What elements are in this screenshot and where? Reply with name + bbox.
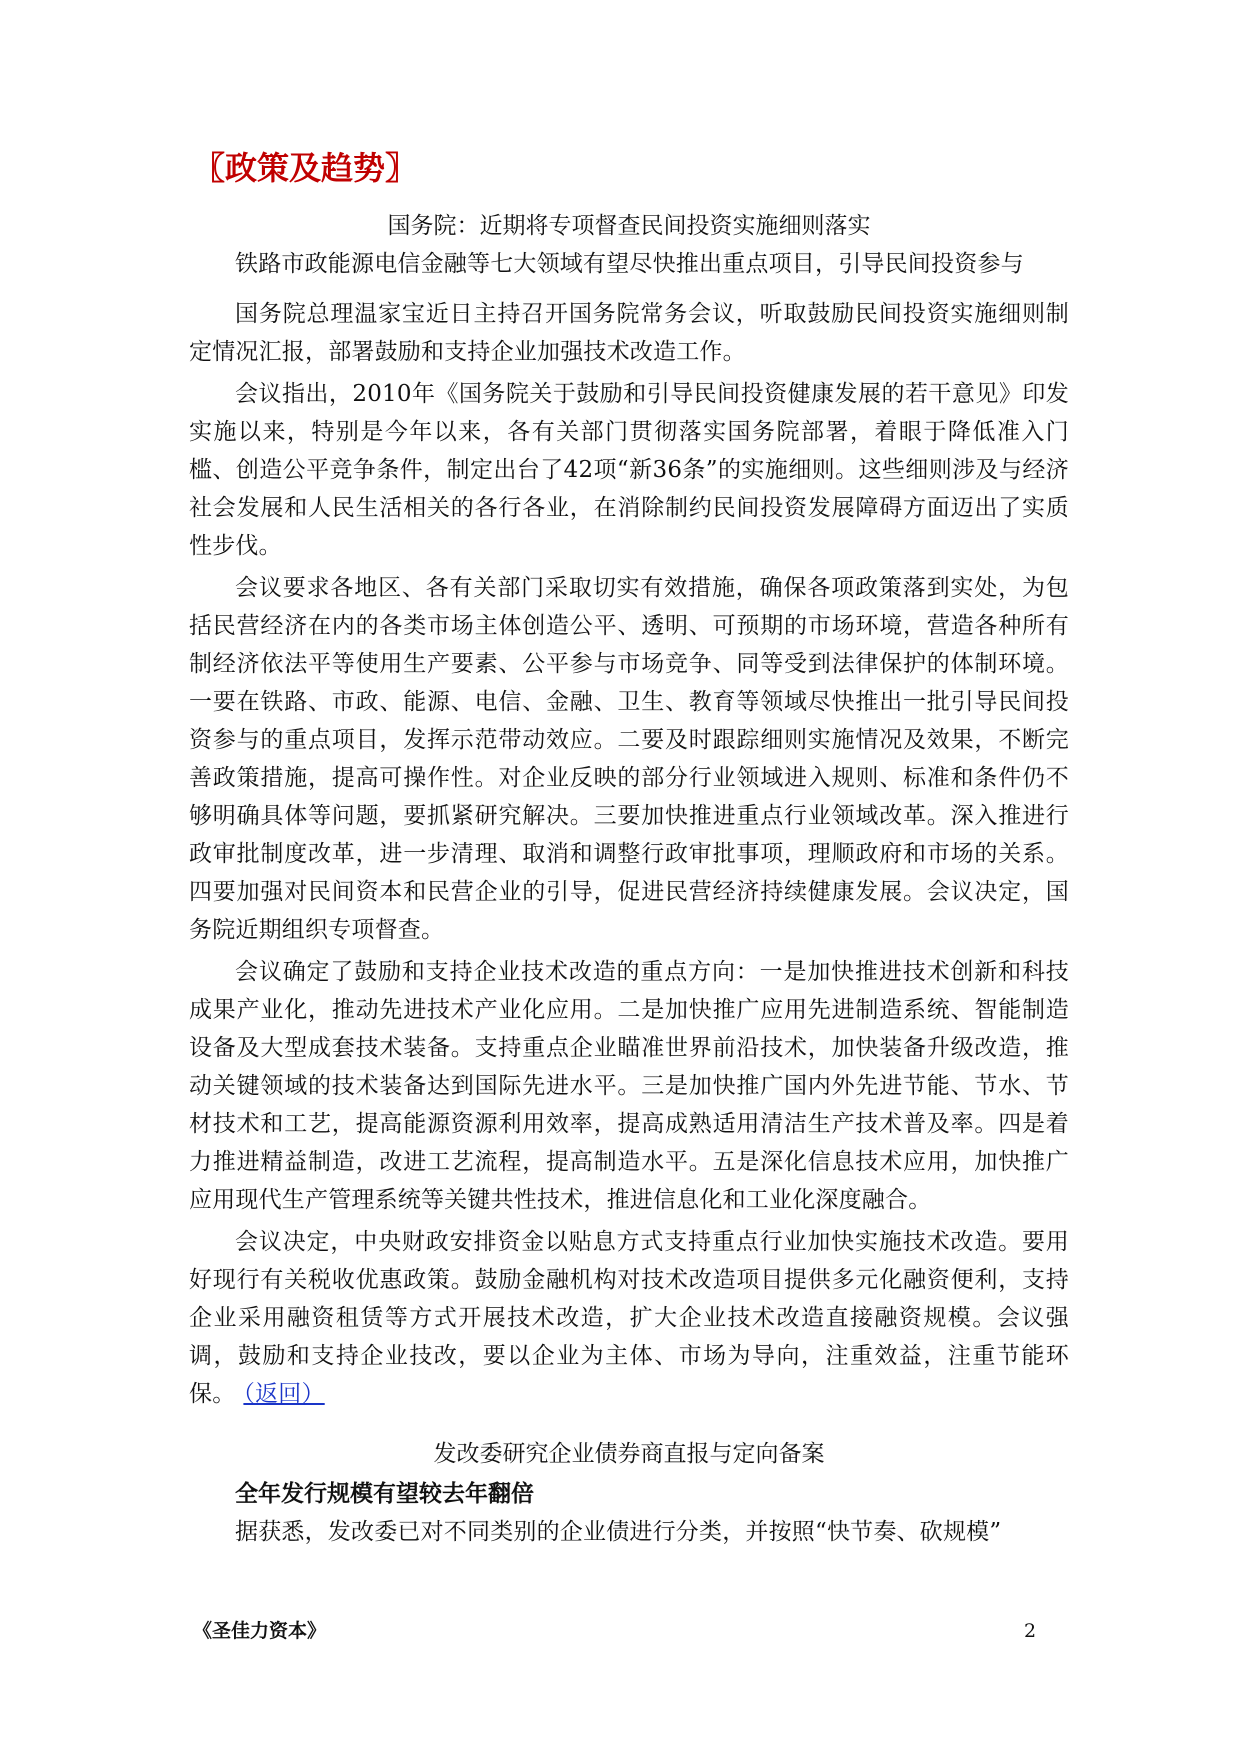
document-body [189, 207, 1069, 1551]
article-paragraph: 铁路市政能源电信金融等七大领域有望尽快推出重点项目，引导民间投资参与 [235, 251, 1024, 277]
section-title: 〖政策及趋势〗 [193, 149, 418, 187]
article-paragraph: 会议确定了鼓励和支持企业技术改造的重点方向：一是加快推进技术创新和科技成果产业化，推动先进技术产业化应用。二是加快推广应用先进制造系统、智能制造设备及大型成套技术装备。支持重点企业瞄准世界前沿技术，加快装备升级改造，推动关键领域的技术装备达到国际先进水平。三是加快推广国内外先进节能、节水、节材技术和工艺，提高能源资源利用效率，提高成熟适用清洁生产技术普及率。四是着力推进精益制造，改进工艺流程，提高制造水平。五是深化信息技术应用，加快推广应用现代生产管理系统等关键共性技术，推进信息化和工业化深度融合。 [189, 959, 1069, 1213]
footer-publication: 《圣佳力资本》 [193, 1620, 327, 1642]
article-title: 国务院：近期将专项督查民间投资实施细则落实 [387, 213, 871, 239]
article-paragraph-last [189, 1223, 1069, 1413]
page-number: 2 [1024, 1620, 1037, 1642]
article-paragraph: 据获悉，发改委已对不同类别的企业债进行分类，并按照“快节奏、砍规模” [235, 1519, 1002, 1545]
article-paragraph: 会议指出，2010年《国务院关于鼓励和引导民间投资健康发展的若干意见》印发实施以来，特别是今年以来，各有关部门贯彻落实国务院部署，着眼于降低准入门槛、创造公平竞争条件，制定出台了42项“新36条”的实施细则。这些细则涉及与经济社会发展和人民生活相关的各行各业，在消除制约民间投资发展障碍方面迈出了实质性步伐。 [189, 381, 1069, 559]
article-paragraph: 国务院总理温家宝近日主持召开国务院常务会议，听取鼓励民间投资实施细则制定情况汇报，部署鼓励和支持企业加强技术改造工作。 [189, 301, 1069, 365]
return-link[interactable]: （返回） [243, 1381, 325, 1407]
article-paragraph-text: 会议决定，中央财政安排资金以贴息方式支持重点行业加快实施技术改造。要用好现行有关税收优惠政策。鼓励金融机构对技术改造项目提供多元化融资便利，支持企业采用融资租赁等方式开展技术改造，扩大企业技术改造直接融资规模。会议强调，鼓励和支持企业技改，要以企业为主体、市场为导向，注重效益，注重节能环保。 [189, 1229, 1069, 1407]
article-paragraph: 会议要求各地区、各有关部门采取切实有效措施，确保各项政策落到实处，为包括民营经济在内的各类市场主体创造公平、透明、可预期的市场环境，营造各种所有制经济依法平等使用生产要素、公平参与市场竞争、同等受到法律保护的体制环境。一要在铁路、市政、能源、电信、金融、卫生、教育等领域尽快推出一批引导民间投资参与的重点项目，发挥示范带动效应。二要及时跟踪细则实施情况及效果，不断完善政策措施，提高可操作性。对企业反映的部分行业领域进入规则、标准和条件仍不够明确具体等问题，要抓紧研究解决。三要加快推进重点行业领域改革。深入推进行政审批制度改革，进一步清理、取消和调整行政审批事项，理顺政府和市场的关系。四要加强对民间资本和民营企业的引导，促进民营经济持续健康发展。会议决定，国务院近期组织专项督查。 [189, 575, 1069, 943]
article-title-2: 发改委研究企业债券商直报与定向备案 [433, 1441, 825, 1467]
article-subtitle: 全年发行规模有望较去年翻倍 [235, 1481, 534, 1507]
